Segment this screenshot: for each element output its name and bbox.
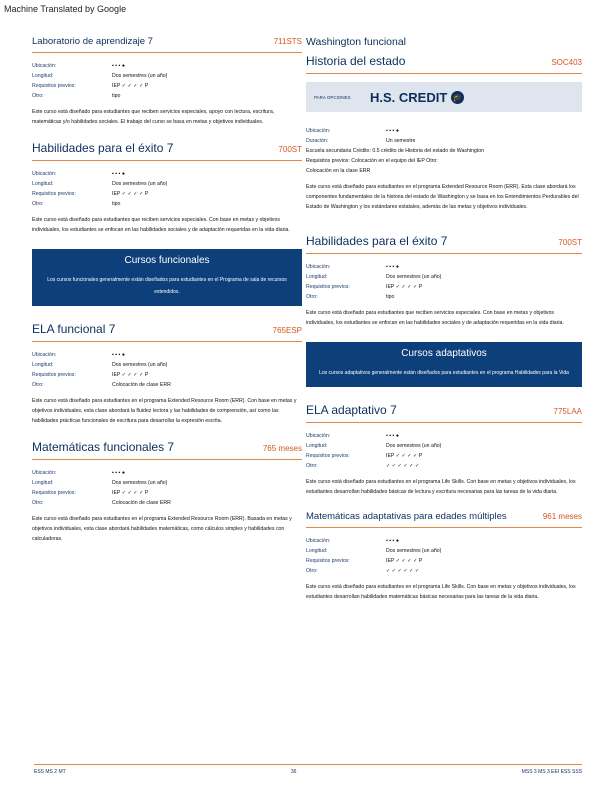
field-label: Requisitos previos:	[32, 490, 76, 496]
field-label: Longitud:	[306, 274, 328, 280]
field-other	[32, 498, 302, 508]
field-value: IEP ✓ ✓ ✓ ✓ P	[112, 372, 149, 378]
field-prereqs	[32, 81, 302, 91]
field-other	[32, 199, 302, 209]
course-header	[32, 141, 302, 161]
field-value: Colocación en la clase ERR	[306, 168, 371, 174]
banner-title: Cursos funcionales	[124, 255, 210, 266]
field-value: tipo	[112, 201, 121, 207]
field-value: ▪ ▪ ▪ ●	[112, 470, 125, 476]
course-skills-success-right	[306, 234, 582, 328]
field-value: Dos semestres (un año)	[112, 181, 168, 187]
field-label: Longitud:	[32, 362, 54, 368]
field-length	[306, 546, 582, 556]
course-description: Este curso está diseñado para estudiantes en el programa Extended Resource Room (ERR). Con base en metas y objetivos individuales, esta clase abordará la fluidez lectora y las habilidades de comprensión, así como las habilidades prácticas funcionales de escritura para desarrollar la expresión escrita.	[32, 398, 297, 424]
hs-credit-box	[306, 82, 582, 112]
field-value: IEP ✓ ✓ ✓ ✓ P	[112, 83, 149, 89]
functional-courses-banner	[32, 249, 302, 306]
course-description: Este curso está diseñado para estudiantes en el programa Life Skills. Con base en metas y objetivos individuales, los estudiantes desarrollan habilidades básicas de lectura y escritura necesarias para las tareas de la vida diaria.	[306, 479, 576, 495]
field-length	[306, 272, 582, 282]
field-value: Colocación de clase ERR	[112, 500, 171, 506]
course-title: ELA adaptativo 7	[306, 403, 397, 417]
graduation-cap-icon: 🎓	[452, 92, 463, 102]
field-value: ✓ ✓ ✓ ✓ ✓ ✓	[386, 463, 420, 469]
field-label: Ubicación:	[32, 352, 57, 358]
adaptive-courses-banner	[306, 342, 582, 387]
field-value: Dos semestres (un año)	[386, 274, 442, 280]
field-label: Otro:	[32, 382, 44, 388]
page-number: 36	[290, 769, 297, 775]
course-description: Este curso está diseñado para estudiantes que reciben servicios especiales, apoyo con lectura, escritura, matemáticas y/o habilidades sociales. El trabajo del curso se basa en metas y objetivos individuales.	[32, 109, 275, 125]
field-value: ▪ ▪ ▪ ●	[112, 352, 125, 358]
field-value: ▪ ▪ ▪ ●	[386, 128, 399, 134]
field-prereqs	[306, 451, 582, 461]
course-header	[32, 322, 302, 342]
field-other	[306, 292, 582, 302]
field-label: Otro:	[306, 463, 318, 469]
field-label: Otro:	[32, 201, 44, 207]
course-code: 711STS	[273, 37, 302, 46]
course-adaptive-math	[306, 511, 582, 602]
hs-credit-logo	[370, 90, 464, 105]
field-prereqs	[32, 189, 302, 199]
field-value: Colocación de clase ERR	[112, 382, 171, 388]
field-value: IEP ✓ ✓ ✓ ✓ P	[386, 453, 423, 459]
field-value: Dos semestres (un año)	[386, 548, 442, 554]
field-value: ▪ ▪ ▪ ●	[386, 264, 399, 270]
field-prereqs	[306, 282, 582, 292]
course-header	[32, 440, 302, 460]
field-prereqs	[306, 556, 582, 566]
field-other	[32, 91, 302, 101]
field-label: Ubicación:	[32, 63, 57, 69]
field-value: IEP ✓ ✓ ✓ ✓ P	[386, 558, 423, 564]
field-label: Requisitos previos:	[306, 284, 350, 290]
right-column	[306, 36, 582, 616]
page-footer	[34, 764, 582, 775]
field-label: Duración:	[306, 138, 329, 144]
field-label: Otro:	[306, 568, 318, 574]
course-code: 775LAA	[553, 407, 582, 416]
course-functional-ela	[32, 322, 302, 426]
course-code: 961 meses	[542, 512, 582, 521]
course-header	[32, 36, 302, 53]
field-label: Otro:	[32, 93, 44, 99]
course-description: Este curso está diseñado para estudiantes que reciben servicios especiales. Con base en metas y objetivos individuales, los estudiantes se enfocan en las habilidades sociales y de adaptación requeridas en la vida diaria.	[306, 310, 564, 326]
course-description: Este curso está diseñado para estudiantes en el programa Life Skills. Con base en metas y objetivos individuales, los estudiantes desarrollan habilidades matemáticas básicas necesarias para las tareas de la vida diaria.	[306, 584, 576, 600]
field-label: Ubicación:	[32, 171, 57, 177]
field-label: Requisitos previos:	[32, 83, 76, 89]
field-location	[32, 61, 302, 71]
hs-credit-text: H.S. CREDIT	[370, 89, 448, 105]
course-title: Historia del estado	[306, 54, 406, 68]
field-value: IEP ✓ ✓ ✓ ✓ P	[386, 284, 423, 290]
footer-right: MSS 3 MS 3 EEI ESS SSS	[521, 769, 582, 775]
field-label: Requisitos previos:	[306, 558, 350, 564]
course-code: 765 meses	[262, 444, 302, 453]
field-label: Ubicación:	[306, 433, 331, 439]
course-adaptive-ela	[306, 403, 582, 497]
course-learning-lab	[32, 36, 302, 127]
course-header	[306, 234, 582, 254]
left-column	[32, 36, 302, 558]
course-header	[306, 54, 582, 74]
field-label: Ubicación:	[306, 538, 331, 544]
field-other	[306, 461, 582, 471]
field-value: IEP ✓ ✓ ✓ ✓ P	[112, 191, 149, 197]
field-value: Dos semestres (un año)	[112, 480, 168, 486]
field-other	[306, 566, 582, 576]
field-length	[306, 441, 582, 451]
field-value: tipo	[386, 294, 395, 300]
field-value: Requisitos previos: Colocación en el equipo del IEP Otro:	[306, 158, 438, 164]
course-code: 765ESP	[272, 326, 302, 335]
field-value: ▪ ▪ ▪ ●	[386, 433, 399, 439]
banner-text: Los cursos adaptativos generalmente están diseñados para estudiantes en el programa Habilidades para la Vida	[319, 370, 569, 376]
field-value: ▪ ▪ ▪ ●	[386, 538, 399, 544]
field-location	[32, 468, 302, 478]
machine-translated-banner: Machine Translated by Google	[4, 4, 127, 14]
footer-left: ESS MS 2 MT	[34, 769, 66, 775]
field-label: Requisitos previos:	[32, 191, 76, 197]
field-prereqs	[306, 156, 582, 166]
field-credit	[306, 146, 582, 156]
field-length	[32, 478, 302, 488]
course-description: Este curso está diseñado para estudiantes en el programa Extended Resource Room (ERR). Esta clase abordará los componentes fundamentales de la historia del estado de Washington y se basa en los Entendimientos Perdurables del Estado de Washington y los estándares estatales, además de las metas y objetivos individuales.	[306, 184, 579, 210]
field-value: tipo	[112, 93, 121, 99]
field-label: Otro:	[32, 500, 44, 506]
field-length	[32, 179, 302, 189]
field-label: Requisitos previos:	[32, 372, 76, 378]
field-value: Dos semestres (un año)	[112, 73, 168, 79]
section-pretitle: Washington funcional	[306, 36, 407, 48]
field-value: Dos semestres (un año)	[112, 362, 168, 368]
field-duration	[306, 136, 582, 146]
field-label: Longitud:	[306, 548, 328, 554]
field-location	[306, 431, 582, 441]
field-label: Longitud:	[32, 480, 54, 486]
field-length	[32, 71, 302, 81]
field-prereqs	[32, 488, 302, 498]
field-value: Escuela secundaria Crédito: 0.5 crédito de Historia del estado de Washington	[306, 148, 485, 154]
banner-text: Los cursos funcionales generalmente están diseñados para estudiantes en el Programa de sala de recursos extendidos.	[47, 277, 287, 295]
banner-title: Cursos adaptativos	[401, 348, 487, 359]
course-title: Habilidades para el éxito 7	[32, 141, 174, 155]
field-other	[32, 380, 302, 390]
field-label: Otro:	[306, 294, 318, 300]
field-label: Longitud:	[32, 181, 54, 187]
course-description: Este curso está diseñado para estudiantes que reciben servicios especiales. Con base en metas y objetivos individuales, los estudiantes se enfocan en las habilidades sociales y de adaptación requeridas en la vida diaria.	[32, 217, 290, 233]
field-location	[306, 536, 582, 546]
course-functional-math	[32, 440, 302, 544]
course-code: 700ST	[558, 238, 582, 247]
credit-options-label: PARA OPCIONES	[314, 94, 351, 100]
course-title: Matemáticas adaptativas para edades múltiples	[306, 511, 507, 522]
field-value: Dos semestres (un año)	[386, 443, 442, 449]
course-code: SOC403	[551, 58, 582, 67]
course-header	[306, 403, 582, 423]
field-label: Longitud:	[32, 73, 54, 79]
course-state-history	[306, 54, 582, 212]
course-title: Laboratorio de aprendizaje 7	[32, 36, 153, 47]
course-header	[306, 511, 582, 528]
course-code: 700ST	[278, 145, 302, 154]
field-location	[32, 169, 302, 179]
field-location	[306, 126, 582, 136]
field-location	[32, 350, 302, 360]
field-label: Ubicación:	[306, 264, 331, 270]
field-location	[306, 262, 582, 272]
course-title: Habilidades para el éxito 7	[306, 234, 448, 248]
field-value: ✓ ✓ ✓ ✓ ✓ ✓	[386, 568, 420, 574]
field-label: Requisitos previos:	[306, 453, 350, 459]
field-value: ▪ ▪ ▪ ●	[112, 171, 125, 177]
field-label: Ubicación:	[32, 470, 57, 476]
field-value: ▪ ▪ ▪ ●	[112, 63, 125, 69]
course-description: Este curso está diseñado para estudiantes en el programa Extended Resource Room (ERR). Basada en metas y objetivos individuales, esta clase abordará habilidades matemáticas, como cálculos simples y habilidades con calculadoras.	[32, 516, 292, 542]
field-value: IEP ✓ ✓ ✓ ✓ P	[112, 490, 149, 496]
field-length	[32, 360, 302, 370]
field-label: Ubicación:	[306, 128, 331, 134]
field-other	[306, 166, 582, 176]
field-value: Un semestre	[386, 138, 416, 144]
course-title: Matemáticas funcionales 7	[32, 440, 175, 454]
course-skills-success	[32, 141, 302, 235]
field-prereqs	[32, 370, 302, 380]
field-label: Longitud:	[306, 443, 328, 449]
course-title: ELA funcional 7	[32, 322, 116, 336]
